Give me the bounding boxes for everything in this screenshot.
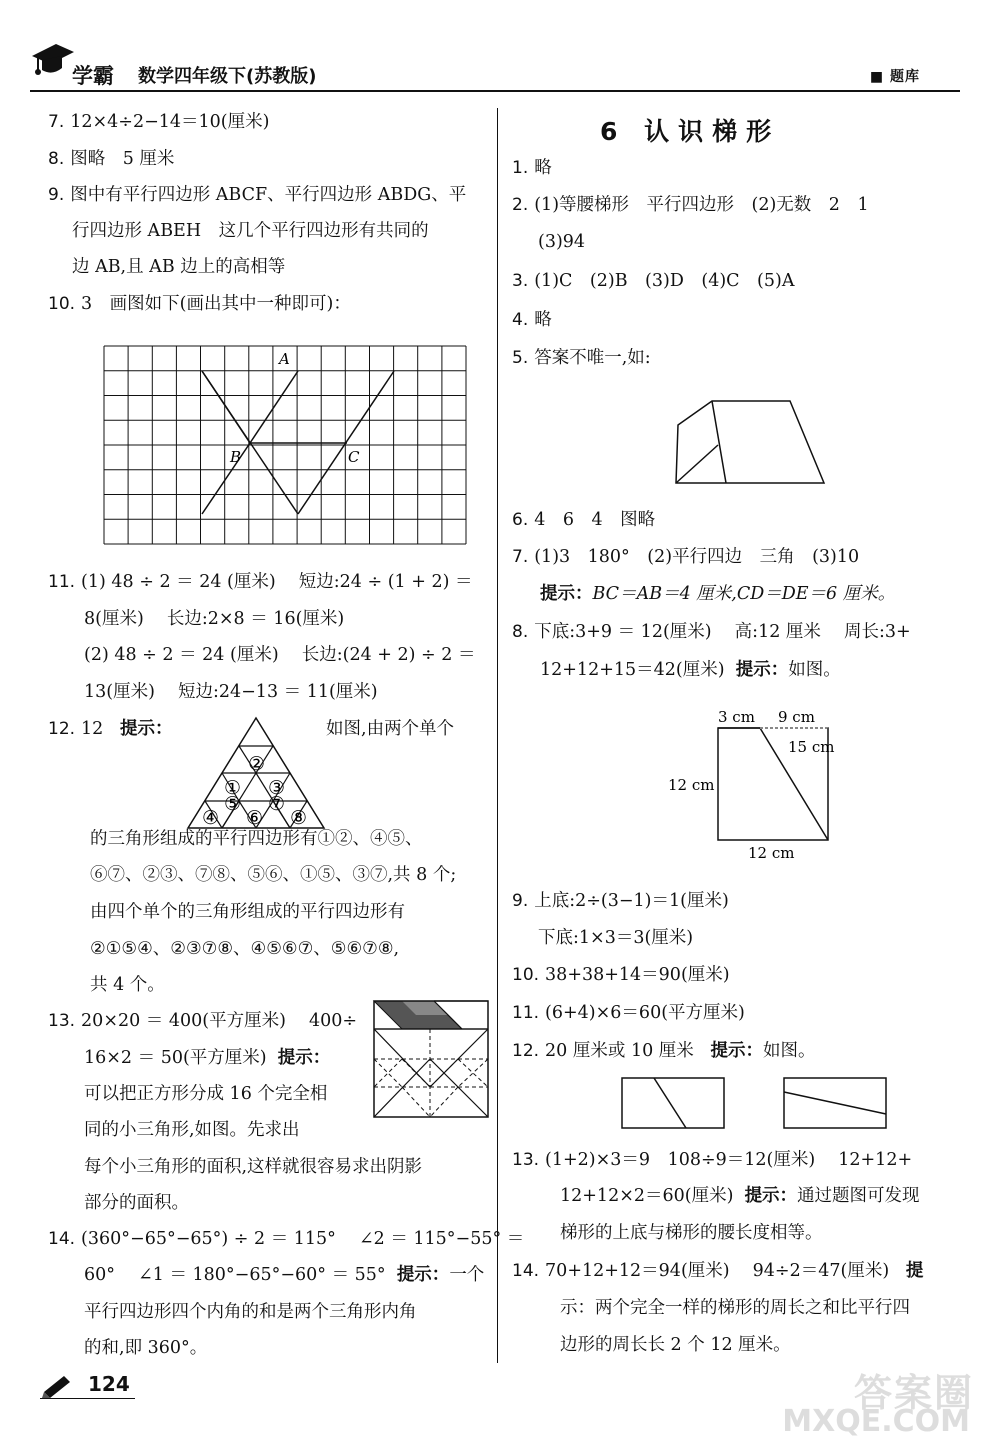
left-q9-line3: 边 AB,且 AB 边上的高相等 — [72, 257, 286, 277]
left-q12-line4: 由四个单个的三角形组成的平行四边形有 — [90, 902, 405, 922]
trapezoid-dimensions-figure — [660, 704, 840, 864]
left-q13-line2: 16×2 ＝ 50(平方厘米) 提示： — [84, 1048, 331, 1068]
footer-rule — [40, 1398, 135, 1399]
right-q11: 11. (6+4)×6＝60(平方厘米) — [512, 1003, 745, 1023]
watermark-logo: 答案圈 — [853, 1371, 974, 1415]
left-q12-line2: 的三角形组成的平行四边形有①②、④⑤、 — [90, 829, 423, 849]
left-q13-line3: 可以把正方形分成 16 个完全相 — [84, 1084, 328, 1104]
right-q8-line2: 12+12+15＝42(厘米) 提示：如图。 — [540, 660, 841, 680]
right-q7-line2: 提示：BC＝AB＝4 厘米,CD＝DE＝6 厘米。 — [540, 584, 896, 604]
left-q9-line2: 行四边形 ABEH 这几个平行四边形有共同的 — [72, 221, 429, 241]
book-title: 数学四年级下(苏教版) — [138, 66, 317, 87]
triangle-label-1: ① — [224, 777, 242, 799]
grid-parallelogram-figure — [104, 346, 466, 544]
left-q14-line4: 的和,即 360°。 — [84, 1338, 208, 1358]
brand-name: 学霸 — [72, 64, 114, 88]
left-q13-line1: 13. 20×20 ＝ 400(平方厘米) 400÷ — [48, 1011, 358, 1031]
point-a-label: A — [279, 350, 290, 368]
watermark-url: MXQE.COM — [782, 1404, 970, 1439]
triangle-label-8: ⑧ — [290, 807, 308, 829]
right-q5: 5. 答案不唯一,如: — [512, 348, 651, 368]
right-q13-line1: 13. (1+2)×3＝9 108÷9＝12(厘米) 12+12+ — [512, 1150, 913, 1170]
right-q10: 10. 38+38+14＝90(厘米) — [512, 965, 730, 985]
right-q3: 3. (1)C (2)B (3)D (4)C (5)A — [512, 271, 795, 291]
triangle-grid-figure — [186, 716, 326, 830]
right-q12: 12. 20 厘米或 10 厘米 提示：如图。 — [512, 1041, 816, 1061]
left-q11-line4: 13(厘米) 短边:24−13 ＝ 11(厘米) — [84, 682, 378, 702]
right-q1: 1. 略 — [512, 158, 552, 178]
right-q4: 4. 略 — [512, 310, 552, 330]
trapezoid-split-figure — [672, 395, 832, 489]
left-q14-line2: 60° ∠1 ＝ 180°−65°−60° ＝ 55° 提示：一个 — [84, 1265, 485, 1285]
left-q12-line5: ②①⑤④、②③⑦⑧、④⑤⑥⑦、⑤⑥⑦⑧, — [90, 939, 400, 959]
left-q12-line6: 共 4 个。 — [90, 975, 165, 995]
dim-left: 12 cm — [668, 776, 715, 794]
pencil-icon — [40, 1372, 76, 1398]
header-rule — [30, 90, 960, 92]
left-q12-right-text: 如图,由两个单个 — [326, 719, 455, 739]
dim-bottom: 12 cm — [748, 844, 795, 862]
left-q7: 7. 12×4÷2−14＝10(厘米) — [48, 112, 270, 132]
triangle-label-4: ④ — [202, 807, 220, 829]
left-q8: 8. 图略 5 厘米 — [48, 149, 175, 169]
right-q2-line2: (3)94 — [538, 232, 586, 252]
point-c-label: C — [348, 448, 360, 466]
page-header — [30, 40, 960, 92]
dim-slant: 15 cm — [788, 738, 835, 756]
square-triangles-figure — [372, 999, 490, 1119]
triangle-label-2: ② — [248, 753, 266, 775]
left-q14-line1: 14. (360°−65°−65°) ÷ 2 ＝ 115° ∠2 ＝ 115°−55° ＝ — [48, 1229, 525, 1249]
right-q13-line2: 12+12×2＝60(厘米) 提示：通过题图可发现 — [560, 1186, 920, 1206]
triangle-label-5: ⑤ — [224, 793, 242, 815]
left-q14-line3: 平行四边形四个内角的和是两个三角形内角 — [84, 1302, 417, 1322]
corner-mark: ■ 题库 — [869, 69, 920, 85]
right-q14-line1: 14. 70+12+12＝94(厘米) 94÷2＝47(厘米) 提 — [512, 1261, 924, 1281]
page-number: 124 — [88, 1372, 130, 1396]
right-q14-line3: 边形的周长长 2 个 12 厘米。 — [560, 1335, 791, 1355]
right-q7-line1: 7. (1)3 180° (2)平行四边 三角 (3)10 — [512, 547, 860, 567]
left-q13-line4: 同的小三角形,如图。先求出 — [84, 1120, 300, 1140]
right-q8-line1: 8. 下底:3+9 ＝ 12(厘米) 高:12 厘米 周长:3+ — [512, 622, 911, 642]
column-divider — [497, 108, 498, 1363]
left-q11-line1: 11. (1) 48 ÷ 2 ＝ 24 (厘米) 短边:24 ÷ (1 + 2) ＝ — [48, 572, 473, 592]
dim-top-left: 3 cm — [718, 708, 755, 726]
right-q9-line2: 下底:1×3＝3(厘米) — [538, 928, 694, 948]
right-q14-line2: 示：两个完全一样的梯形的周长之和比平行四 — [560, 1298, 910, 1318]
left-q13-line6: 部分的面积。 — [84, 1193, 189, 1213]
graduation-cap-logo-icon — [30, 40, 74, 82]
right-q2-line1: 2. (1)等腰梯形 平行四边形 (2)无数 2 1 — [512, 195, 869, 215]
right-q9-line1: 9. 上底:2÷(3−1)＝1(厘米) — [512, 891, 729, 911]
left-q10: 10. 3 画图如下(画出其中一种即可)： — [48, 294, 351, 314]
dim-top-right: 9 cm — [778, 708, 815, 726]
triangle-label-3: ③ — [268, 777, 286, 799]
left-q11-line2: 8(厘米) 长边:2×8 ＝ 16(厘米) — [84, 609, 345, 629]
triangle-label-7: ⑦ — [268, 793, 286, 815]
left-q11-line3: (2) 48 ÷ 2 ＝ 24 (厘米) 长边:(24 + 2) ÷ 2 ＝ — [84, 645, 476, 665]
left-q12-line1: 12. 12 提示： — [48, 719, 173, 739]
left-q9-line1: 9. 图中有平行四边形 ABCF、平行四边形 ABDG、平 — [48, 185, 467, 205]
right-q13-line3: 梯形的上底与梯形的腰长度相等。 — [560, 1223, 823, 1243]
right-q6: 6. 4 6 4 图略 — [512, 510, 656, 530]
left-q13-line5: 每个小三角形的面积,这样就很容易求出阴影 — [84, 1157, 423, 1177]
point-b-label: B — [230, 448, 242, 466]
left-q12-line3: ⑥⑦、②③、⑦⑧、⑤⑥、①⑤、③⑦,共 8 个; — [90, 865, 457, 885]
section-title: 6 认识梯形 — [600, 117, 781, 146]
rectangles-figure — [620, 1076, 890, 1132]
triangle-label-6: ⑥ — [246, 807, 264, 829]
